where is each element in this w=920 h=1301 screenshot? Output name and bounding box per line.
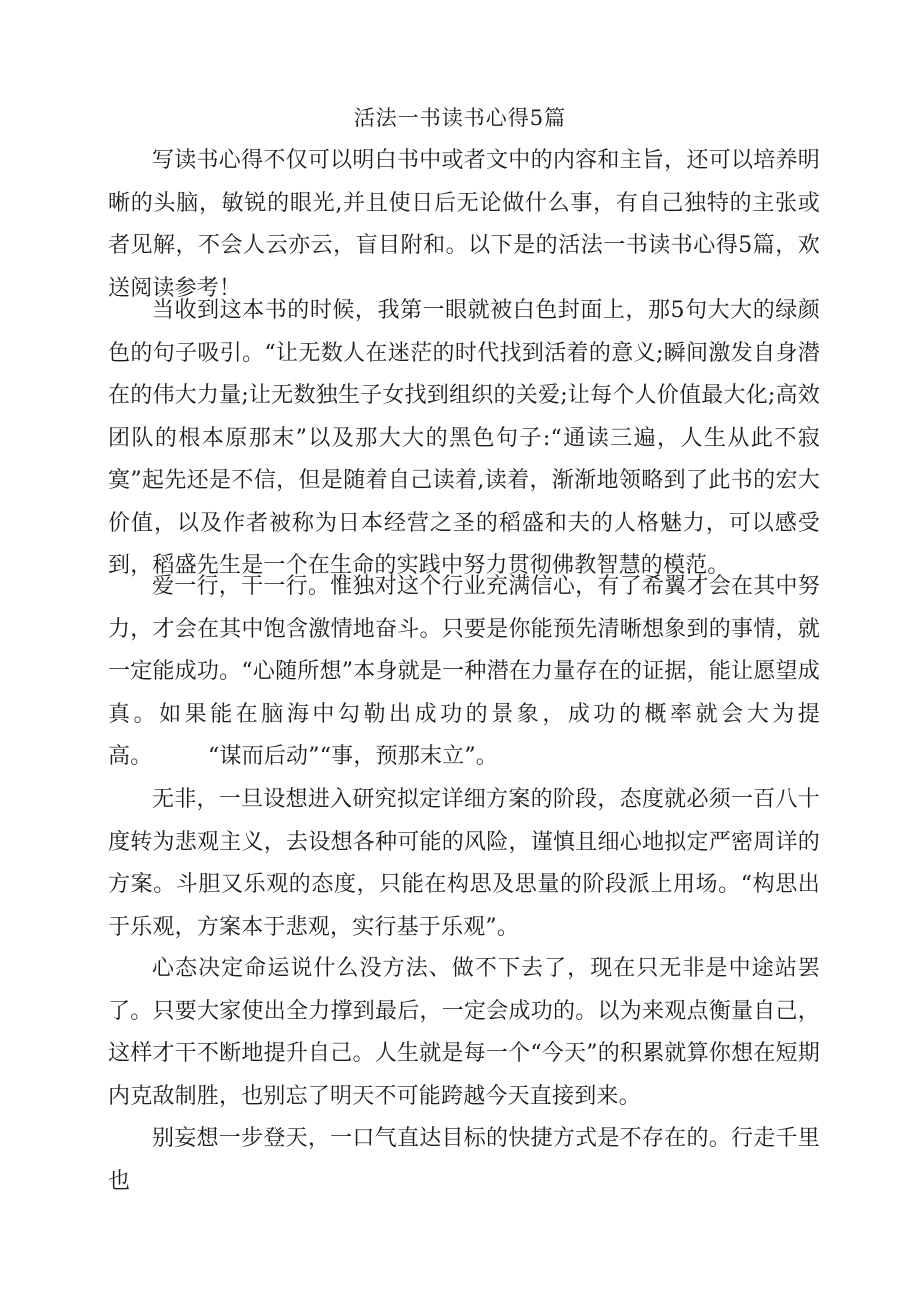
paragraph-planning: 无非，一旦设想进入研究拟定详细方案的阶段，态度就必须一百八十度转为悲观主义，去设想各种可能的风险，谨慎且细心地拟定严密周详的方案。斗胆又乐观的态度，只能在构思及思量的阶段派上用场。“构思出于乐观，方案本于悲观，实行基于乐观”。 [108, 787, 820, 940]
paragraph-intro: 写读书心得不仅可以明白书中或者文中的内容和主旨，还可以培养明晰的头脑，敏锐的眼光,并且使日后无论做什么事，有自己独特的主张或者见解，不会人云亦云，盲目附和。以下是的活法一书读书心得5篇，欢送阅读参考！ [108, 148, 820, 301]
paragraph-step-by-step: 别妄想一步登天，一口气直达目标的快捷方式是不存在的。行走千里也 [108, 1126, 820, 1194]
paragraph-book-cover: 当收到这本书的时候，我第一眼就被白色封面上，那5句大大的绿颜色的句子吸引。“让无数人在迷茫的时代找到活着的意义;瞬间激发自身潜在的伟大力量;让无数独生子女找到组织的关爱;让每个人价值最大化;高效团队的根本原那末”以及那大大的黑色句子:“通读三遍，人生从此不寂寞”起先还是不信，但是随着自己读着,读着，渐渐地领略到了此书的宏大价值，以及作者被称为日本经营之圣的稻盛和夫的人格魅力，可以感受到，稻盛先生是一个在生命的实践中努力贯彻佛教智慧的模范。 [108, 298, 820, 578]
paragraph-mindset: 心态决定命运说什么没方法、做不下去了，现在只无非是中途站罢了。只要大家使出全力撑到最后，一定会成功的。以为来观点衡量自己，这样才干不断地提升自己。人生就是每一个“今天”的积累就算你想在短期内克敌制胜，也别忘了明天不可能跨越今天直接到来。 [108, 956, 820, 1109]
paragraph-love-work: 爱一行，干一行。惟独对这个行业充满信心，有了希翼才会在其中努力，才会在其中饱含激情地奋斗。只要是你能预先清晰想象到的事情，就一定能成功。“心随所想”本身就是一种潜在力量存在的证据，能让愿望成真。如果能在脑海中勾勒出成功的景象，成功的概率就会大为提高。 “谋而后动”“事，预那末立”。 [108, 574, 820, 769]
document-title: 活法一书读书心得5篇 [353, 106, 567, 130]
